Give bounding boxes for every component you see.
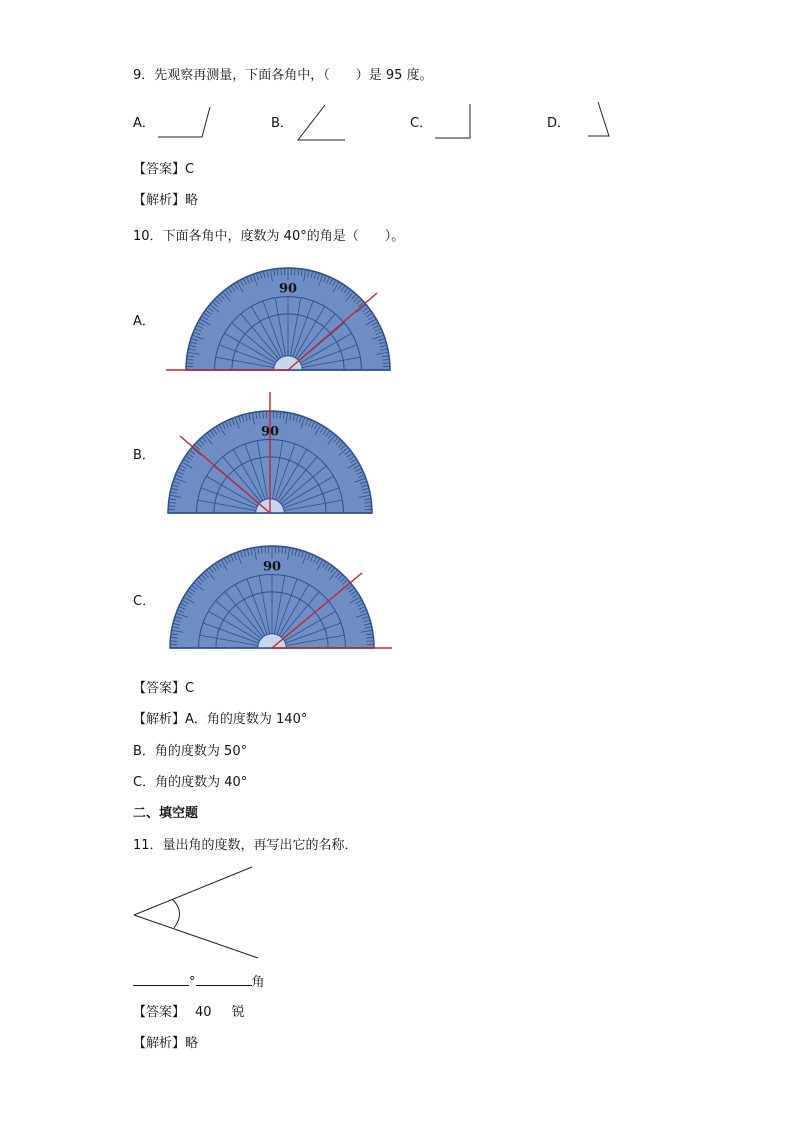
protractor-90-label: 90 bbox=[278, 281, 298, 297]
q11-degree-blank[interactable] bbox=[133, 973, 189, 986]
q10-option-c-label[interactable]: C． bbox=[133, 594, 156, 609]
q11-answer-name: 锐 bbox=[231, 1005, 245, 1020]
q9-option-c-label[interactable]: C． bbox=[410, 116, 433, 131]
q10-answer: 【答案】C bbox=[133, 681, 195, 696]
q9-option-a-label[interactable]: A． bbox=[133, 116, 155, 131]
q10-protractor-a[interactable] bbox=[160, 255, 400, 375]
q10-analysis-a: 【解析】A．角的度数为 140° bbox=[133, 712, 308, 727]
section-heading: 二、填空题 bbox=[133, 806, 199, 821]
q9-answer: 【答案】C bbox=[133, 162, 195, 177]
q9-option-b-label[interactable]: B． bbox=[271, 116, 293, 131]
q11-stem: 11．量出角的度数，再写出它的名称． bbox=[133, 838, 358, 853]
q9-angle-c[interactable] bbox=[432, 102, 482, 142]
protractor-90-label: 90 bbox=[260, 424, 280, 440]
q10-analysis-b: B．角的度数为 50° bbox=[133, 744, 248, 759]
protractor-90-label: 90 bbox=[262, 559, 282, 575]
q10-analysis-c: C．角的度数为 40° bbox=[133, 775, 248, 790]
q9-angle-b[interactable] bbox=[295, 102, 355, 142]
q10-stem: 10．下面各角中，度数为 40°的角是（ ）。 bbox=[133, 229, 405, 244]
q10-option-a-label[interactable]: A． bbox=[133, 314, 155, 329]
q10-protractor-b[interactable] bbox=[160, 390, 400, 520]
q9-angle-d[interactable] bbox=[585, 100, 625, 140]
q10-protractor-c[interactable] bbox=[160, 535, 400, 655]
q9-stem: 9．先观察再测量，下面各角中，（ ）是 95 度。 bbox=[133, 68, 433, 83]
q11-answer-label: 【答案】 bbox=[133, 1005, 186, 1020]
q11-name-blank[interactable] bbox=[196, 973, 252, 986]
q11-answer-line bbox=[133, 973, 265, 991]
q11-answer bbox=[133, 1005, 245, 1021]
q11-degree-mark: ° bbox=[189, 975, 196, 990]
q11-analysis: 【解析】略 bbox=[133, 1036, 199, 1051]
q11-answer-value: 40 bbox=[195, 1005, 212, 1020]
q11-angle-figure bbox=[130, 862, 270, 962]
q9-analysis: 【解析】略 bbox=[133, 193, 199, 208]
q10-option-b-label[interactable]: B． bbox=[133, 448, 155, 463]
q11-angle-word: 角 bbox=[251, 975, 265, 990]
q9-angle-a[interactable] bbox=[155, 102, 215, 142]
q9-option-d-label[interactable]: D． bbox=[547, 116, 571, 131]
